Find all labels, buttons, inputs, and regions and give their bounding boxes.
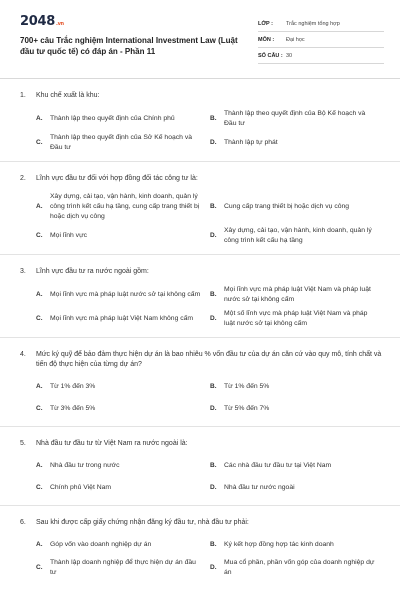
option-letter: A.	[36, 541, 43, 548]
question-divider	[0, 254, 400, 255]
option-a[interactable]	[36, 376, 208, 398]
options-grid	[20, 455, 384, 499]
option-d[interactable]	[210, 131, 382, 155]
option-letter: D.	[210, 139, 217, 146]
option-text: Nhà đầu tư trong nước	[50, 462, 120, 469]
question-2	[20, 174, 384, 255]
option-text: Chính phủ Việt Nam	[50, 484, 112, 491]
question-5	[20, 439, 384, 506]
option-text: Nhà đầu tư nước ngoài	[224, 484, 295, 491]
question-4	[20, 350, 384, 427]
question-number: 2.	[20, 175, 26, 182]
meta-value: Đại học	[286, 36, 305, 43]
option-c[interactable]	[36, 131, 208, 155]
meta-value: 30	[286, 52, 293, 59]
option-text: Thành lập theo quyết định của Bộ Kế hoạch và Đầu tư	[224, 110, 366, 127]
option-text: Thành lập theo quyết định của Chính phủ	[50, 115, 175, 122]
site-logo[interactable]	[20, 14, 248, 29]
option-text: Từ 1% đến 3%	[50, 383, 96, 390]
option-text: Thành lập tự phát	[224, 139, 278, 146]
logo-text: 2048	[20, 14, 55, 29]
header	[20, 14, 384, 76]
meta-label: MÔN :	[258, 36, 275, 43]
question-prompt: Khu chế xuất là khu:	[36, 92, 100, 99]
option-d[interactable]	[210, 556, 382, 580]
option-letter: B.	[210, 541, 217, 548]
option-a[interactable]	[36, 283, 208, 307]
option-text: Thành lập doanh nghiệp để thực hiện dự án đầu tư	[50, 559, 196, 576]
question-divider	[0, 161, 400, 162]
option-b[interactable]	[210, 190, 382, 224]
option-d[interactable]	[210, 398, 382, 420]
option-b[interactable]	[210, 534, 382, 556]
option-d[interactable]	[210, 307, 382, 331]
header-divider	[0, 78, 400, 79]
option-letter: D.	[210, 405, 217, 412]
option-letter: B.	[210, 383, 217, 390]
option-letter: C.	[36, 484, 43, 491]
option-letter: B.	[210, 115, 217, 122]
option-text: Mọi lĩnh vực mà pháp luật Việt Nam và pháp luật nước sở tại không cấm	[224, 286, 371, 303]
question-list	[20, 91, 384, 580]
option-letter: D.	[210, 484, 217, 491]
option-text: Xây dựng, cải tạo, vận hành, kinh doanh, quản lý công trình kết cấu hạ tầng	[224, 227, 372, 244]
question-number: 5.	[20, 440, 26, 447]
question-divider	[0, 426, 400, 427]
option-b[interactable]	[210, 283, 382, 307]
option-letter: C.	[36, 232, 43, 239]
question-number: 3.	[20, 268, 26, 275]
option-text: Mọi lĩnh vực	[50, 232, 88, 239]
question-prompt: Nhà đầu tư đầu tư từ Việt Nam ra nước ngoài là:	[36, 440, 188, 447]
option-c[interactable]	[36, 224, 208, 248]
option-text: Cung cấp trang thiết bị hoặc dịch vụ công	[224, 203, 350, 210]
option-letter: B.	[210, 203, 217, 210]
option-b[interactable]	[210, 455, 382, 477]
question-text	[20, 267, 384, 277]
option-a[interactable]	[36, 534, 208, 556]
question-text	[20, 518, 384, 528]
question-divider	[0, 505, 400, 506]
option-letter: B.	[210, 462, 217, 469]
options-grid	[20, 534, 384, 580]
question-6	[20, 518, 384, 580]
question-number: 6.	[20, 519, 26, 526]
option-a[interactable]	[36, 190, 208, 224]
question-prompt: Lĩnh vực đầu tư ra nước ngoài gồm:	[36, 268, 149, 275]
option-c[interactable]	[36, 556, 208, 580]
option-b[interactable]	[210, 376, 382, 398]
option-text: Thành lập theo quyết định của Sở Kế hoạch và Đầu tư	[50, 134, 193, 151]
meta-info	[258, 16, 384, 76]
option-letter: A.	[36, 383, 43, 390]
document-title: 700+ câu Trắc nghiệm International Investment Law (Luật đầu tư quốc tế) có đáp án - Phần 11	[20, 36, 238, 56]
option-letter: C.	[36, 564, 43, 571]
option-text: Từ 3% đến 5%	[50, 405, 96, 412]
question-prompt: Mức ký quỹ để bảo đảm thực hiện dự án là bao nhiêu % vốn đầu tư của dự án căn cứ vào quy mô, tính chất và tiến độ thực hiện của từng dự án?	[36, 351, 382, 368]
logo-suffix: .vn	[55, 21, 64, 27]
option-text: Từ 1% đến 5%	[224, 383, 270, 390]
meta-row-class	[258, 16, 384, 32]
option-text: Một số lĩnh vực mà pháp luật Việt Nam và pháp luật nước sở tại không cấm	[224, 310, 368, 327]
option-text: Từ 5% đến 7%	[224, 405, 270, 412]
option-text: Mọi lĩnh vực mà pháp luật nước sở tại không cấm	[50, 291, 201, 298]
option-d[interactable]	[210, 224, 382, 248]
option-text: Góp vốn vào doanh nghiệp dự án	[50, 541, 152, 548]
option-letter: C.	[36, 405, 43, 412]
question-text	[20, 439, 384, 449]
option-letter: A.	[36, 462, 43, 469]
option-letter: D.	[210, 232, 217, 239]
option-letter: A.	[36, 115, 43, 122]
question-1	[20, 91, 384, 162]
option-b[interactable]	[210, 107, 382, 131]
question-prompt: Lĩnh vực đầu tư đối với hợp đồng đối tác công tư là:	[36, 175, 198, 182]
option-letter: A.	[36, 203, 43, 210]
option-text: Mua cổ phần, phần vốn góp của doanh nghiệp dự án	[224, 559, 375, 576]
meta-row-subject	[258, 32, 384, 48]
question-number: 4.	[20, 351, 26, 358]
question-text	[20, 91, 384, 101]
option-letter: C.	[36, 315, 43, 322]
question-3	[20, 267, 384, 338]
question-prompt: Sau khi được cấp giấy chứng nhận đăng ký đầu tư, nhà đầu tư phải:	[36, 519, 249, 526]
meta-label: SỐ CÂU :	[258, 52, 283, 59]
option-c[interactable]	[36, 398, 208, 420]
option-text: Mọi lĩnh vực mà pháp luật Việt Nam không cấm	[50, 315, 194, 322]
question-text	[20, 350, 384, 370]
option-letter: C.	[36, 139, 43, 146]
meta-row-count	[258, 48, 384, 64]
option-text: Ký kết hợp đồng hợp tác kinh doanh	[224, 541, 334, 548]
options-grid	[20, 376, 384, 420]
options-grid	[20, 283, 384, 331]
meta-value: Trắc nghiệm tổng hợp	[286, 20, 340, 27]
options-grid	[20, 190, 384, 248]
option-text: Các nhà đầu tư đầu tư tại Việt Nam	[224, 462, 332, 469]
question-divider	[0, 337, 400, 338]
option-d[interactable]	[210, 477, 382, 499]
question-number: 1.	[20, 92, 26, 99]
option-letter: D.	[210, 315, 217, 322]
option-text: Xây dựng, cải tạo, vận hành, kinh doanh, quản lý công trình kết cấu hạ tầng, cung cấp trang thiết bị hoặc dịch vụ công	[50, 193, 200, 220]
option-letter: A.	[36, 291, 43, 298]
meta-label: LỚP :	[258, 20, 273, 27]
brand-block	[20, 14, 248, 76]
option-c[interactable]	[36, 477, 208, 499]
option-a[interactable]	[36, 455, 208, 477]
option-a[interactable]	[36, 107, 208, 131]
option-letter: D.	[210, 564, 217, 571]
option-c[interactable]	[36, 307, 208, 331]
question-text	[20, 174, 384, 184]
option-letter: B.	[210, 291, 217, 298]
options-grid	[20, 107, 384, 155]
